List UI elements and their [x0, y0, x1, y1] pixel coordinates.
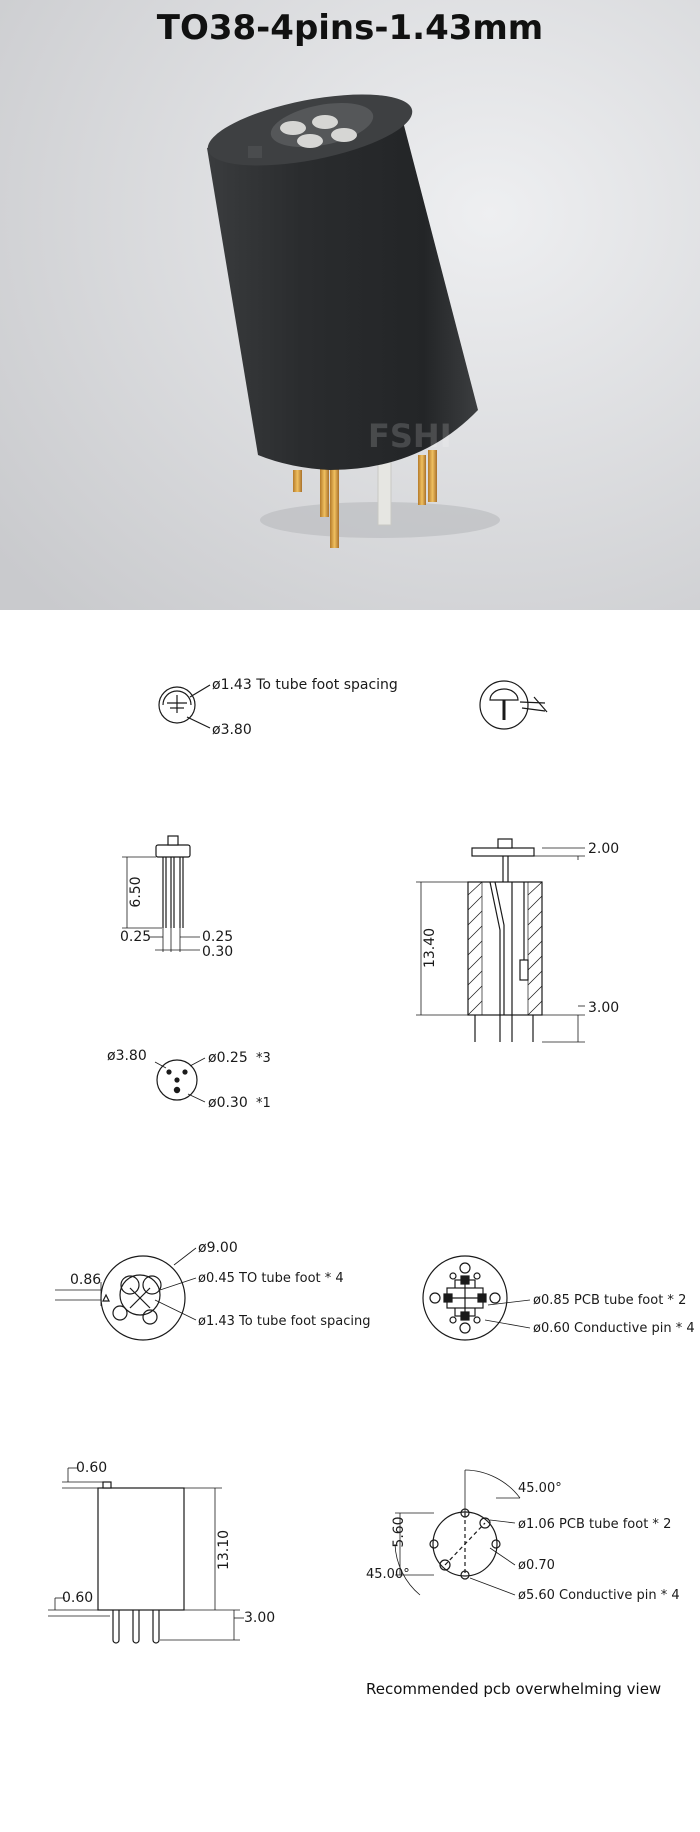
- top-hole-1: [280, 121, 306, 135]
- product-title: TO38-4pins-1.43mm: [156, 8, 544, 48]
- housing-outer-diameter-label: ø9.00: [198, 1240, 238, 1256]
- bottom-diameter-label: ø3.80: [107, 1048, 147, 1064]
- bottom-small-pin-count: *3: [256, 1051, 271, 1066]
- gold-pin-4: [428, 450, 437, 502]
- side-bottom-offset-label: 0.60: [62, 1590, 94, 1606]
- top-hole-2: [312, 115, 338, 129]
- pin-left-label: 0.25: [120, 929, 152, 945]
- product-photo: [0, 0, 700, 610]
- housing-spacing-label: ø1.43 To tube foot spacing: [198, 1314, 371, 1329]
- side-pin-length-label: 3.00: [244, 1610, 276, 1626]
- housing-hole-label: ø0.45 TO tube foot * 4: [198, 1271, 344, 1286]
- section-pin-ext-label: 3.00: [588, 1000, 620, 1016]
- top-view-1: [159, 685, 210, 728]
- pin-length-label: 6.50: [128, 876, 144, 908]
- pin-bottom-label: 0.30: [202, 944, 234, 960]
- top-tab: [248, 146, 262, 158]
- bottom-large-pin-count: *1: [256, 1096, 271, 1111]
- side-height-label: 13.10: [216, 1529, 232, 1571]
- housing-bottom-view: [423, 1256, 530, 1340]
- gold-pin-3: [418, 455, 426, 505]
- drawing-caption: Recommended pcb overwhelming view: [366, 1680, 662, 1698]
- top-hole-4: [331, 128, 357, 142]
- section-height-label: 13.40: [422, 927, 438, 969]
- top-view-3d: [480, 681, 547, 729]
- pcb-layout-view: [395, 1470, 520, 1595]
- top-view-spacing-label: ø1.43 To tube foot spacing: [212, 677, 398, 693]
- white-pin: [378, 455, 391, 525]
- housing-offset-label: 0.86: [70, 1272, 102, 1288]
- section-view: [416, 839, 585, 1042]
- bottom-small-pin-label: ø0.25: [208, 1050, 248, 1066]
- pcb-foot-label: ø0.85 PCB tube foot * 2: [533, 1293, 687, 1308]
- pin-right-label: 0.25: [202, 929, 234, 945]
- pcb-tube-foot-label: ø1.06 PCB tube foot * 2: [518, 1517, 672, 1532]
- gold-pin-1: [320, 462, 329, 517]
- section-top-gap-label: 2.00: [588, 841, 620, 857]
- bottom-large-pin-label: ø0.30: [208, 1095, 248, 1111]
- photo-watermark: FSHI: [368, 417, 452, 455]
- gold-pin-5: [293, 470, 302, 492]
- housing-top-view: [55, 1248, 196, 1340]
- top-view-diameter-label: ø3.80: [212, 722, 252, 738]
- pcb-conductive-pin-label: ø5.60 Conductive pin * 4: [518, 1588, 680, 1603]
- pcb-angle-left-label: 45.00°: [366, 1567, 410, 1582]
- pcb-hole-label: ø0.70: [518, 1558, 555, 1573]
- technical-drawing: [0, 610, 700, 1832]
- pcb-spacing-label: 5.60: [391, 1516, 407, 1548]
- pcb-angle-top-label: 45.00°: [518, 1481, 562, 1496]
- side-top-offset-label: 0.60: [76, 1460, 108, 1476]
- conductive-pin-label: ø0.60 Conductive pin * 4: [533, 1321, 695, 1336]
- housing-side-view: [48, 1468, 244, 1643]
- gold-pin-2: [330, 468, 339, 548]
- bottom-view-1: [155, 1058, 205, 1102]
- top-hole-3: [297, 134, 323, 148]
